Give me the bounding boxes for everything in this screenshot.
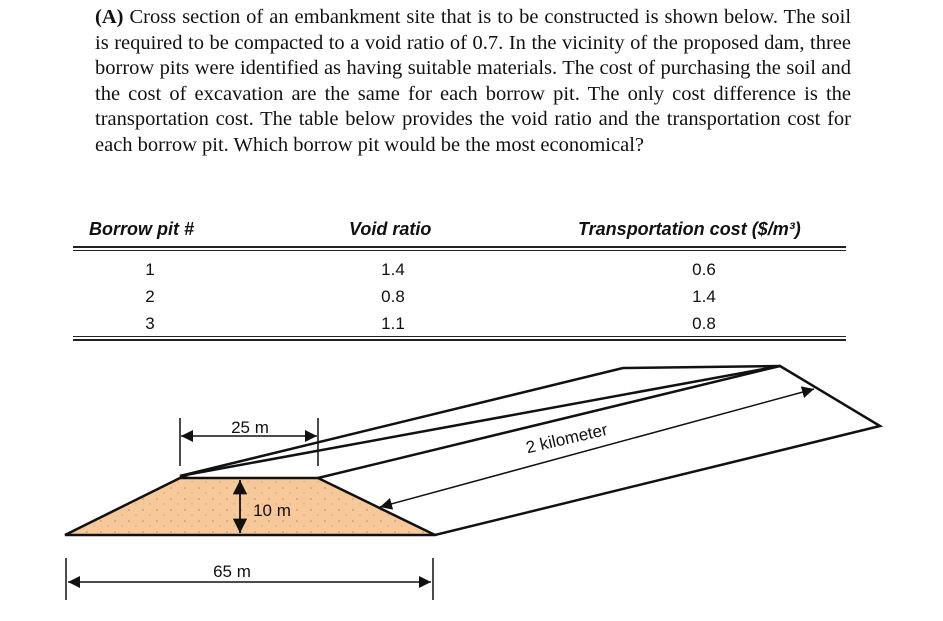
cell-void: 1.4 xyxy=(381,260,405,279)
cell-void: 1.1 xyxy=(381,314,405,333)
cell-pit: 1 xyxy=(145,260,155,279)
header-void-ratio: Void ratio xyxy=(349,219,432,239)
cell-void: 0.8 xyxy=(381,287,405,306)
cell-cost: 0.8 xyxy=(692,314,716,333)
header-borrow-pit: Borrow pit # xyxy=(89,219,195,239)
problem-text: Cross section of an embankment site that is to be constructed is shown below. The soil is required to be compacted to a void ratio of 0.7. In the vicinity of the proposed dam, three borrow pits were identified as having suitable materials. The cost of purchasing the soil and the cost of excavation are the same for each borrow pit. The only cost difference is the transportation cost. The table below provides the void ratio and the transportation cost for each borrow pit. Which borrow pit would be the most economical? xyxy=(95,6,852,156)
header-transport-cost: Transportation cost ($/m³) xyxy=(578,219,801,239)
problem-label: (A) xyxy=(95,6,124,28)
height-label: 10 m xyxy=(253,501,291,520)
cell-pit: 2 xyxy=(145,287,155,306)
cell-cost: 0.6 xyxy=(692,260,716,279)
top-width-label: 25 m xyxy=(231,418,269,437)
cell-pit: 3 xyxy=(145,314,155,333)
far-end-edge xyxy=(623,366,780,368)
cell-cost: 1.4 xyxy=(692,287,716,306)
length-label: 2 kilometer xyxy=(524,420,610,458)
base-width-label: 65 m xyxy=(213,562,251,581)
